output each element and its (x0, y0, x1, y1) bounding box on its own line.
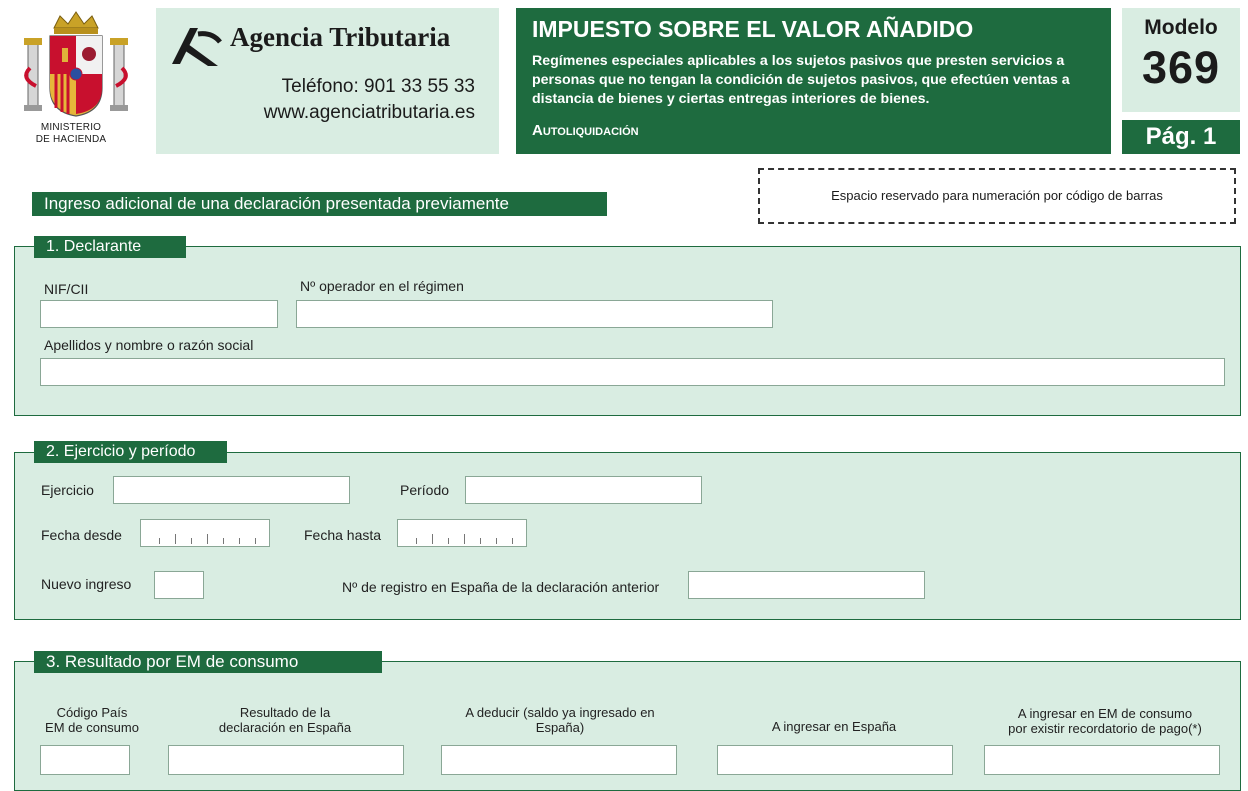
operator-number-label: Nº operador en el régimen (300, 278, 464, 294)
fecha-desde-label: Fecha desde (41, 527, 122, 543)
model-number: 369 (1141, 42, 1221, 93)
agency-block (156, 8, 499, 154)
periodo-input[interactable] (465, 476, 702, 504)
tax-title-block (516, 8, 1111, 154)
tax-description: Regímenes especiales aplicables a los sujetos pasivos que presten servicios a personas que no tengan la condición de sujetos pasivos, que efectúen ventas a distancia de bienes y ciertas entregas interiores de bienes. (532, 53, 1070, 107)
nif-input[interactable] (40, 300, 278, 328)
additional-payment-banner (32, 192, 607, 216)
section-declarant (14, 246, 1241, 416)
ejercicio-input[interactable] (113, 476, 350, 504)
col-deduct: A deducir (saldo ya ingresado en España) (465, 705, 655, 735)
ejercicio-label: Ejercicio (41, 482, 94, 498)
registro-anterior-label: Nº de registro en España de la declaración anterior (342, 579, 660, 595)
col-country-code: Código País EM de consumo (45, 705, 139, 735)
deduct-input[interactable] (441, 745, 677, 775)
coat-of-arms-icon (22, 8, 130, 120)
col-pay-member-state: A ingresar en EM de consumo por existir recordatorio de pago(*) (1008, 706, 1202, 736)
ministry-name-line1: MINISTERIO (40, 122, 102, 133)
operator-number-input[interactable] (296, 300, 773, 328)
col-pay-spain: A ingresar en España (771, 719, 897, 734)
nif-label: NIF/CII (44, 281, 89, 297)
agency-name: Agencia Tributaria (230, 22, 451, 52)
ministry-crest (22, 8, 130, 148)
page-number-badge (1122, 120, 1240, 154)
fecha-desde-input[interactable] (140, 519, 270, 547)
model-label: Modelo (1144, 16, 1218, 39)
result-spain-input[interactable] (168, 745, 404, 775)
col-result-spain: Resultado de la declaración en España (218, 705, 352, 735)
barcode-reserved-area (758, 168, 1236, 224)
name-label: Apellidos y nombre o razón social (44, 337, 254, 353)
fecha-hasta-input[interactable] (397, 519, 527, 547)
nuevo-ingreso-input[interactable] (154, 571, 204, 599)
agency-logo-icon (168, 24, 224, 68)
tax-title: IMPUESTO SOBRE EL VALOR AÑADIDO (532, 16, 974, 42)
registro-anterior-input[interactable] (688, 571, 925, 599)
ministry-name-line2: DE HACIENDA (35, 134, 107, 145)
banner-text: Ingreso adicional de una declaración presentada previamente (44, 194, 509, 213)
section-declarant-title: 1. Declarante (34, 236, 186, 258)
pay-member-state-input[interactable] (984, 745, 1220, 775)
model-box (1122, 8, 1240, 112)
periodo-label: Período (400, 482, 450, 498)
name-input[interactable] (40, 358, 1225, 386)
agency-phone: Teléfono: 901 33 55 33 (281, 76, 475, 97)
section-result-title: 3. Resultado por EM de consumo (34, 651, 382, 673)
fecha-hasta-label: Fecha hasta (304, 527, 382, 543)
agency-website: www.agenciatributaria.es (263, 102, 475, 123)
page-number: Pág. 1 (1145, 123, 1217, 150)
tax-subtitle: Autoliquidación (532, 122, 639, 139)
barcode-area-text: Espacio reservado para numeración por código de barras (831, 188, 1163, 203)
section-period-title: 2. Ejercicio y período (34, 441, 227, 463)
pay-spain-input[interactable] (717, 745, 953, 775)
nuevo-ingreso-label: Nuevo ingreso (41, 576, 132, 592)
country-code-input[interactable] (40, 745, 130, 775)
